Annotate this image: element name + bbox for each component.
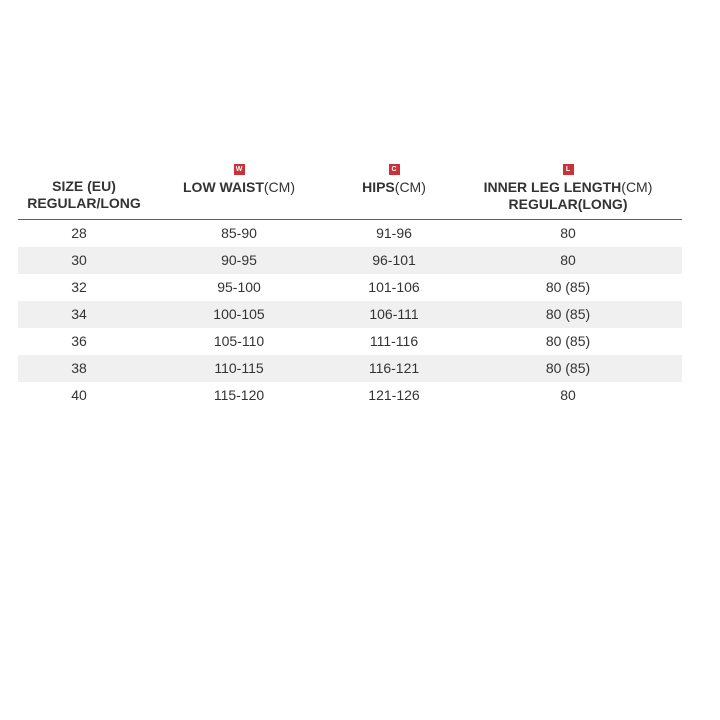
table-body: [18, 220, 682, 409]
header-waist: [170, 158, 308, 196]
cell-leg: 80: [560, 252, 576, 268]
table-row: [18, 220, 682, 247]
cell-hips: 116-121: [368, 360, 420, 376]
cell-waist: 95-100: [217, 279, 261, 295]
waist-badge-icon: W: [234, 164, 245, 175]
cell-size: 36: [71, 333, 87, 349]
cell-size: 28: [71, 225, 87, 241]
header-waist-unit: (CM): [263, 179, 295, 195]
cell-hips: 96-101: [372, 252, 416, 268]
table-row: [18, 355, 682, 382]
table-row: [18, 382, 682, 409]
cell-size: 30: [71, 252, 87, 268]
header-size-sublabel: REGULAR/LONG: [27, 195, 141, 211]
cell-size: 40: [71, 387, 87, 403]
hips-badge-icon: C: [389, 164, 400, 175]
header-hips: [333, 158, 455, 196]
cell-waist: 100-105: [213, 306, 265, 322]
cell-waist: 115-120: [213, 387, 265, 403]
cell-size: 38: [71, 360, 87, 376]
cell-hips: 121-126: [368, 387, 420, 403]
header-leg-sublabel: REGULAR(LONG): [508, 196, 628, 212]
cell-waist: 90-95: [221, 252, 257, 268]
cell-leg: 80: [560, 225, 576, 241]
leg-badge-icon: L: [563, 164, 574, 175]
cell-hips: 106-111: [369, 306, 419, 322]
cell-leg: 80: [560, 387, 576, 403]
cell-size: 32: [71, 279, 87, 295]
header-waist-label: LOW WAIST: [183, 179, 264, 195]
header-leg-unit: (CM): [621, 179, 653, 195]
header-size-label: SIZE (EU): [52, 178, 116, 194]
table-row: [18, 328, 682, 355]
cell-size: 34: [71, 306, 87, 322]
cell-waist: 110-115: [214, 360, 264, 376]
cell-leg: 80 (85): [545, 360, 591, 376]
table-row: [18, 274, 682, 301]
cell-leg: 80 (85): [545, 279, 591, 295]
header-size: [18, 178, 150, 212]
cell-hips: 111-116: [369, 333, 419, 349]
size-chart-table: [18, 158, 682, 409]
table-header: [18, 158, 682, 220]
cell-hips: 101-106: [368, 279, 420, 295]
cell-leg: 80 (85): [545, 306, 591, 322]
header-hips-unit: (CM): [394, 179, 426, 195]
cell-leg: 80 (85): [545, 333, 591, 349]
table-row: [18, 301, 682, 328]
table-row: [18, 247, 682, 274]
cell-hips: 91-96: [376, 225, 412, 241]
header-hips-label: HIPS: [362, 179, 395, 195]
header-leg-label: INNER LEG LENGTH: [483, 179, 622, 195]
header-leg: [455, 158, 681, 213]
cell-waist: 105-110: [213, 333, 265, 349]
cell-waist: 85-90: [221, 225, 257, 241]
